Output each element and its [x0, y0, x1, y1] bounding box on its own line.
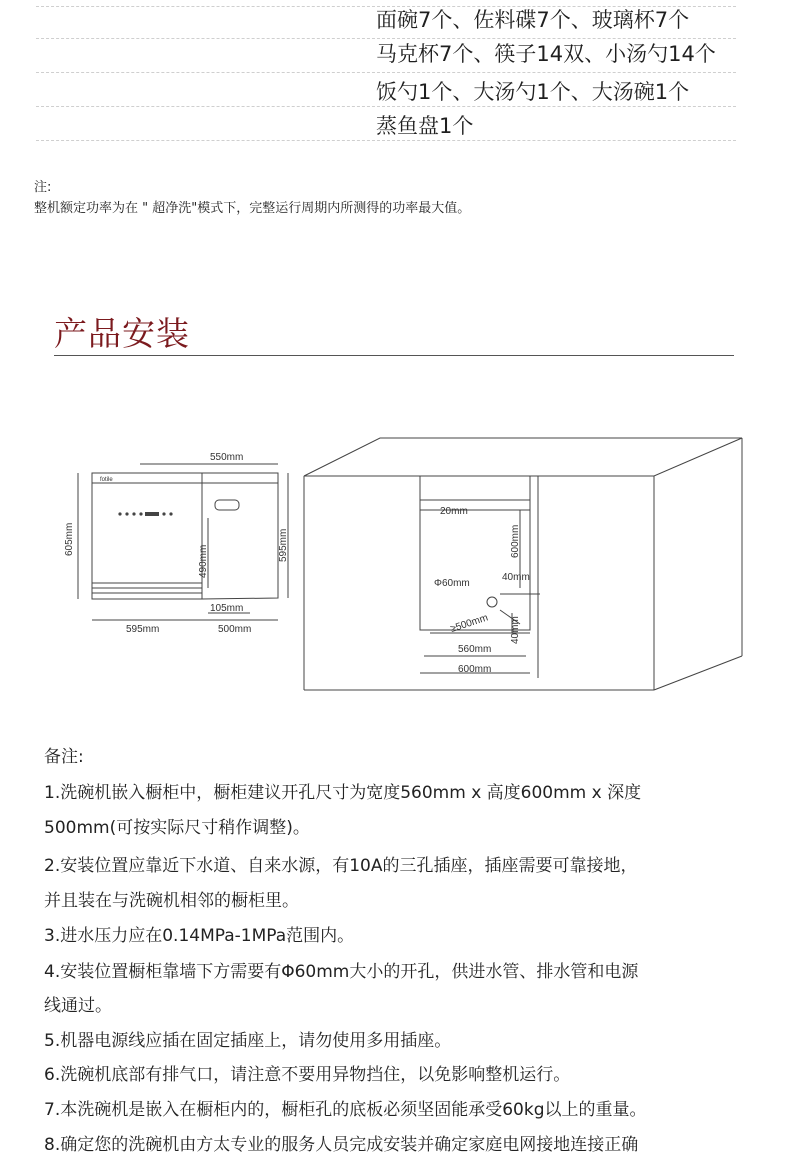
dim-hole-diameter: Φ60mm [434, 578, 470, 589]
cabinet-cutout [420, 500, 530, 630]
dim-width-bottom: 595mm [126, 624, 160, 635]
remarks-title: 备注: [44, 747, 84, 767]
dim-hole-offset: 40mm [502, 572, 530, 583]
dim-inner-width: 560mm [458, 644, 492, 655]
table-cell: 饭勺1个、大汤勺1个、大汤碗1个 [376, 80, 690, 104]
table-divider [36, 140, 736, 142]
remark-line: 5.机器电源线应插在固定插座上，请勿使用多用插座。 [44, 1031, 452, 1051]
brand-mark: fotile [100, 477, 113, 483]
note-text: 整机额定功率为在 " 超净洗"模式下，完整运行周期内所测得的功率最大值。 [34, 201, 471, 216]
installation-diagram [60, 428, 760, 710]
dim-bottom-gap: 105mm [210, 603, 244, 614]
remark-line: 6.洗碗机底部有排气口，请注意不要用异物挡住，以免影响整机运行。 [44, 1065, 571, 1085]
table-cell: 面碗7个、佐料碟7个、玻璃杯7个 [376, 8, 690, 32]
remark-line: 7.本洗碗机是嵌入在橱柜内的，橱柜孔的底板必须坚固能承受60kg以上的重量。 [44, 1100, 647, 1120]
section-title: 产品安装 [54, 314, 190, 353]
remark-line: 并且装在与洗碗机相邻的橱柜里。 [44, 891, 299, 911]
appliance-handle [215, 500, 239, 510]
dim-depth: ≥500mm [449, 612, 490, 635]
dim-top-gap: 20mm [440, 506, 468, 517]
remark-line: 2.安装位置应靠近下水道、自来水源，有10A的三孔插座，插座需要可靠接地， [44, 856, 638, 876]
section-divider [54, 355, 734, 356]
dim-depth-bottom: 500mm [218, 624, 252, 635]
dim-height-inner: 490mm [198, 544, 209, 578]
table-divider [36, 72, 736, 74]
note-title: 注: [34, 180, 52, 195]
dim-cutout-height: 600mm [510, 524, 521, 558]
remark-line: 3.进水压力应在0.14MPa-1MPa范围内。 [44, 926, 355, 946]
remark-line: 8.确定您的洗碗机由方太专业的服务人员完成安装并确定家庭电网接地连接正确 [44, 1135, 639, 1155]
pipe-hole [487, 597, 497, 607]
remark-line: 4.安装位置橱柜靠墙下方需要有Φ60mm大小的开孔，供进水管、排水管和电源 [44, 962, 639, 982]
control-buttons [118, 512, 172, 516]
dim-height-right: 595mm [278, 528, 289, 562]
appliance-side [202, 473, 278, 599]
dim-outer-width: 600mm [458, 664, 492, 675]
dim-height-left: 605mm [64, 522, 75, 556]
table-cell: 马克杯7个、筷子14双、小汤勺14个 [376, 42, 716, 66]
dim-width-top: 550mm [210, 452, 244, 463]
accessory-table [36, 0, 736, 150]
remark-line: 1.洗碗机嵌入橱柜中，橱柜建议开孔尺寸为宽度560mm x 高度600mm x 深度 [44, 783, 642, 803]
table-cell: 蒸鱼盘1个 [376, 114, 474, 138]
remark-line: 线通过。 [44, 996, 112, 1016]
appliance-front [92, 473, 202, 599]
dim-bottom-gap-cabinet: 40mm [510, 616, 521, 644]
cabinet-top [304, 438, 742, 476]
remark-line: 500mm(可按实际尺寸稍作调整)。 [44, 818, 310, 838]
table-divider [36, 106, 736, 108]
